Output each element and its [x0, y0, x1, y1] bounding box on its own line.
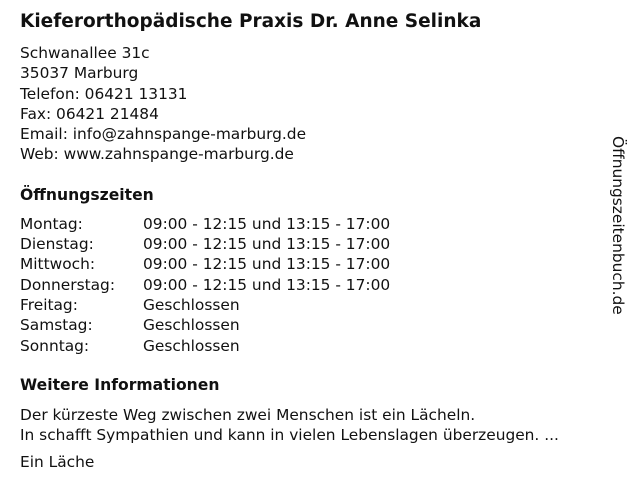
day-label: Dienstag: — [20, 235, 94, 254]
day-label: Sonntag: — [20, 336, 90, 355]
hours-row — [20, 336, 612, 356]
fax-line: Fax: 06421 21484 — [20, 104, 159, 123]
hours-row — [20, 275, 612, 295]
time-label: Geschlossen — [143, 295, 240, 314]
info-text-line-3: Ein Läche — [20, 453, 95, 472]
address-street: Schwanallee 31c — [20, 44, 150, 62]
email-line: Email: info@zahnspange-marburg.de — [20, 125, 307, 144]
web-line: Web: www.zahnspange-marburg.de — [20, 145, 294, 164]
day-label: Freitag: — [20, 295, 78, 314]
hours-row — [20, 254, 612, 274]
day-label: Montag: — [20, 214, 83, 233]
hours-row — [20, 214, 612, 234]
time-label: 09:00 - 12:15 und 13:15 - 17:00 — [143, 235, 391, 254]
phone-line: Telefon: 06421 13131 — [20, 84, 188, 103]
hours-row — [20, 295, 612, 315]
time-label: 09:00 - 12:15 und 13:15 - 17:00 — [143, 275, 391, 294]
practice-card — [20, 9, 612, 473]
site-watermark: Öffnungszeitenbuch.de — [609, 136, 627, 315]
practice-name: Kieferorthopädische Praxis Dr. Anne Selinka — [20, 11, 482, 32]
more-info-heading: Weitere Informationen — [20, 375, 220, 394]
hours-row — [20, 315, 612, 335]
opening-hours-table — [20, 214, 612, 356]
day-label: Donnerstag: — [20, 275, 116, 294]
info-text-line-1: Der kürzeste Weg zwischen zwei Menschen ist ein Lächeln. — [20, 405, 476, 424]
opening-hours-heading: Öffnungszeiten — [20, 185, 154, 204]
info-text-line-2: In schafft Sympathien und kann in vielen Lebenslagen überzeugen. ... — [20, 426, 559, 445]
time-label: Geschlossen — [143, 316, 240, 335]
time-label: 09:00 - 12:15 und 13:15 - 17:00 — [143, 255, 391, 274]
day-label: Mittwoch: — [20, 255, 96, 274]
address-city: 35037 Marburg — [20, 64, 139, 83]
hours-row — [20, 234, 612, 254]
time-label: Geschlossen — [143, 336, 240, 355]
time-label: 09:00 - 12:15 und 13:15 - 17:00 — [143, 214, 391, 233]
day-label: Samstag: — [20, 316, 93, 335]
